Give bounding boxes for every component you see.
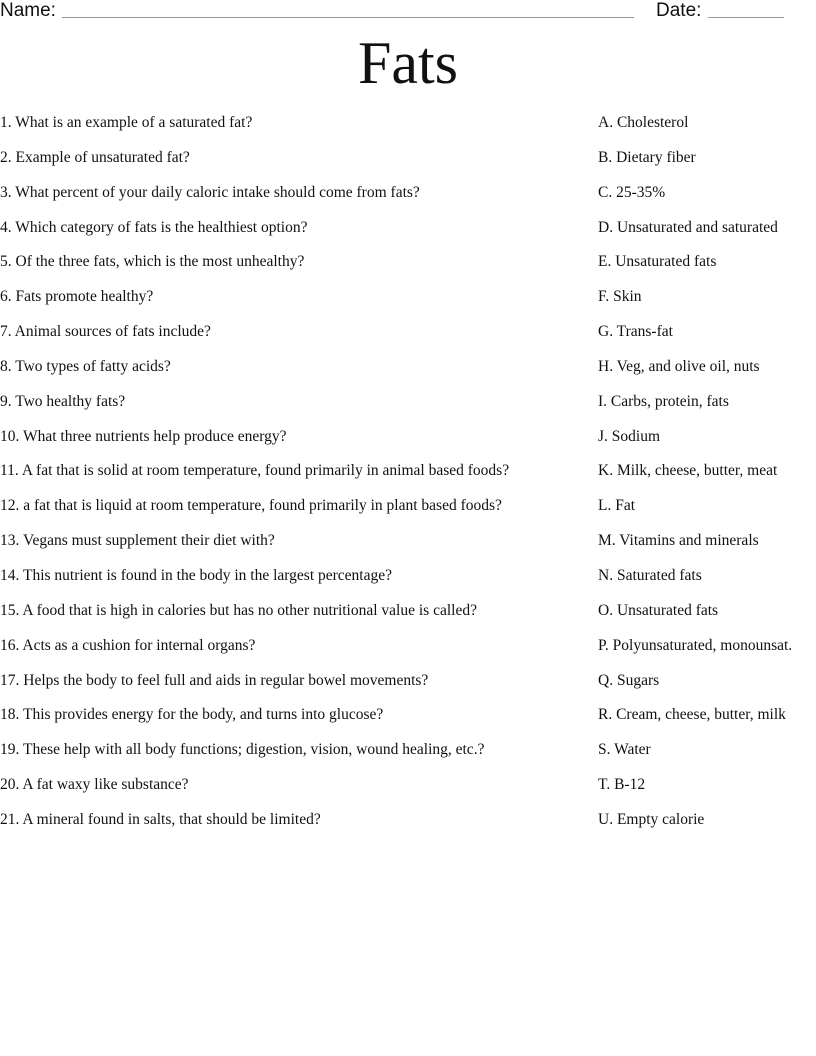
answer-item: L. Fat — [598, 497, 636, 515]
matching-row — [0, 252, 816, 287]
matching-row — [0, 531, 816, 566]
question-item: 8. Two types of fatty acids? — [0, 357, 171, 375]
answer-item: B. Dietary fiber — [598, 148, 696, 166]
date-label: Date: — [656, 0, 702, 21]
question-item: 10. What three nutrients help produce energy? — [0, 427, 287, 445]
matching-row — [0, 183, 816, 218]
matching-row — [0, 322, 816, 357]
matching-row — [0, 427, 816, 462]
question-item: 21. A mineral found in salts, that should be limited? — [0, 810, 321, 828]
answer-item: I. Carbs, protein, fats — [598, 392, 729, 410]
answer-item: P. Polyunsaturated, monounsat. — [598, 636, 793, 654]
matching-row — [0, 357, 816, 392]
answer-item: F. Skin — [598, 288, 642, 306]
matching-row — [0, 601, 816, 636]
matching-row — [0, 705, 816, 740]
question-item: 5. Of the three fats, which is the most unhealthy? — [0, 253, 305, 271]
question-item: 6. Fats promote healthy? — [0, 288, 154, 306]
header — [0, 0, 816, 24]
question-item: 3. What percent of your daily caloric intake should come from fats? — [0, 183, 420, 201]
question-item: 15. A food that is high in calories but has no other nutritional value is called? — [0, 601, 477, 619]
question-item: 17. Helps the body to feel full and aids in regular bowel movements? — [0, 671, 429, 689]
matching-row — [0, 496, 816, 531]
answer-item: N. Saturated fats — [598, 566, 702, 584]
question-item: 12. a fat that is liquid at room temperature, found primarily in plant based foods? — [0, 497, 502, 515]
matching-row — [0, 218, 816, 253]
answer-item: T. B-12 — [598, 776, 646, 794]
answer-item: J. Sodium — [598, 427, 661, 445]
answer-item: A. Cholesterol — [598, 114, 689, 131]
answer-item: Q. Sugars — [598, 671, 660, 689]
matching-row — [0, 566, 816, 601]
matching-row — [0, 671, 816, 706]
question-item: 18. This provides energy for the body, and turns into glucose? — [0, 706, 384, 724]
answer-item: R. Cream, cheese, butter, milk — [598, 706, 786, 724]
answer-item: D. Unsaturated and saturated — [598, 218, 778, 236]
matching-row — [0, 740, 816, 775]
matching-row — [0, 113, 816, 148]
answer-item: K. Milk, cheese, butter, meat — [598, 462, 778, 480]
matching-row — [0, 148, 816, 183]
matching-row — [0, 775, 816, 810]
question-item: 19. These help with all body functions; digestion, vision, wound healing, etc.? — [0, 741, 485, 759]
answer-item: C. 25-35% — [598, 183, 666, 201]
question-item: 2. Example of unsaturated fat? — [0, 148, 190, 166]
page-title: Fats — [357, 30, 459, 96]
matching-row — [0, 287, 816, 322]
answer-item: G. Trans-fat — [598, 323, 673, 341]
answer-item: H. Veg, and olive oil, nuts — [598, 357, 760, 375]
answer-item: O. Unsaturated fats — [598, 601, 719, 619]
question-item: 16. Acts as a cushion for internal organs? — [0, 636, 256, 654]
question-item: 4. Which category of fats is the healthiest option? — [0, 218, 308, 236]
answer-item: E. Unsaturated fats — [598, 253, 717, 271]
answer-item: S. Water — [598, 741, 651, 759]
question-item: 13. Vegans must supplement their diet with? — [0, 532, 275, 550]
matching-row — [0, 810, 816, 845]
question-item: 7. Animal sources of fats include? — [0, 323, 211, 341]
question-item: 20. A fat waxy like substance? — [0, 776, 189, 794]
answer-item: M. Vitamins and minerals — [598, 532, 759, 550]
question-item: 14. This nutrient is found in the body in the largest percentage? — [0, 566, 393, 584]
matching-row — [0, 636, 816, 671]
name-field-line[interactable] — [62, 17, 634, 18]
question-item: 9. Two healthy fats? — [0, 392, 126, 410]
matching-row — [0, 461, 816, 496]
answer-item: U. Empty calorie — [598, 810, 705, 828]
matching-row — [0, 392, 816, 427]
matching-list — [0, 113, 816, 845]
date-field-line[interactable] — [708, 17, 784, 18]
question-item: 1. What is an example of a saturated fat? — [0, 114, 253, 131]
question-item: 11. A fat that is solid at room temperature, found primarily in animal based foods? — [0, 462, 510, 480]
name-label: Name: — [0, 0, 56, 21]
